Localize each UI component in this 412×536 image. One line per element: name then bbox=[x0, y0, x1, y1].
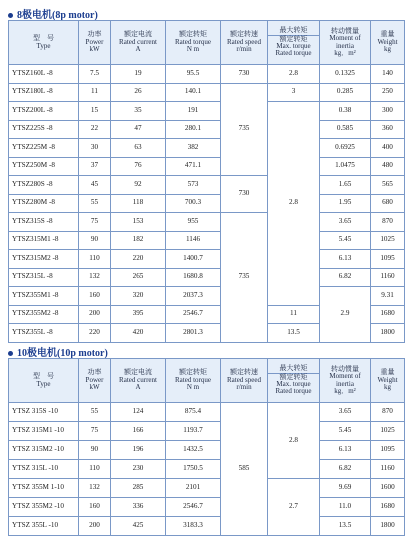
table-row: YTSZ355L -8 220 420 2801.3 13.5 1800 bbox=[9, 324, 405, 343]
table-row: YTSZ 315S -10 55 124 875.4 585 2.8 3.65 870 bbox=[9, 403, 405, 422]
bullet-icon bbox=[8, 351, 13, 356]
header-torque: 额定转矩 Rated torque N m bbox=[166, 21, 221, 65]
table-row: YTSZ 315M2 -10 90 196 1432.5 6.13 1095 bbox=[9, 441, 405, 460]
table-row: YTSZ225M -8 30 63 382 0.6925 400 bbox=[9, 139, 405, 158]
table-row: YTSZ 355M2 -10 160 336 2546.7 11.0 1680 bbox=[9, 498, 405, 517]
header-max-torque: 最大转矩 额定转矩 Max. torque Rated torque bbox=[268, 359, 320, 403]
header-power: 功率 Power kW bbox=[79, 359, 111, 403]
header-torque: 额定转矩 Rated torque N m bbox=[166, 359, 221, 403]
table-row: YTSZ225S -8 22 47 280.1 0.585 360 bbox=[9, 120, 405, 139]
header-speed: 额定转速 Rated speed r/min bbox=[221, 359, 268, 403]
table-row: YTSZ 355L -10 200 425 3183.3 13.5 1800 bbox=[9, 517, 405, 536]
section-8p-title: 8极电机(8p motor) bbox=[8, 6, 98, 21]
table-row: YTSZ200L -8 15 35 191 2.8 0.38 300 bbox=[9, 102, 405, 121]
header-current: 额定电流 Rated current A bbox=[111, 21, 166, 65]
header-weight: 重量 Weight kg bbox=[371, 21, 405, 65]
header-current: 额定电流 Rated current A bbox=[111, 359, 166, 403]
section-10p-title: 10极电机(10p motor) bbox=[8, 344, 108, 359]
table-row: YTSZ315S -8 75 153 955 735 3.65 870 bbox=[9, 213, 405, 232]
header-max-torque: 最大转矩 额定转矩 Max. torque Rated torque bbox=[268, 21, 320, 65]
table-row: YTSZ160L -8 7.5 19 95.5 730 2.8 0.1325 140 bbox=[9, 65, 405, 84]
header-weight: 重量 Weight kg bbox=[371, 359, 405, 403]
table-row: YTSZ180L -8 11 26 140.1 735 3 0.285 250 bbox=[9, 83, 405, 102]
table-8p bbox=[8, 20, 405, 343]
table-row: YTSZ315M1 -8 90 182 1146 5.45 1025 bbox=[9, 231, 405, 250]
table-row: YTSZ315L -8 132 265 1680.8 6.82 1160 bbox=[9, 268, 405, 287]
table-row: YTSZ250M -8 37 76 471.1 1.0475 480 bbox=[9, 157, 405, 176]
table-row: YTSZ315M2 -8 110 220 1400.7 6.13 1095 bbox=[9, 250, 405, 269]
table-row: YTSZ280M -8 55 118 700.3 1.95 680 bbox=[9, 194, 405, 213]
table-8p-header-row bbox=[9, 21, 405, 65]
header-speed: 额定转速 Rated speed r/min bbox=[221, 21, 268, 65]
header-type: 型 号 Type bbox=[9, 21, 79, 65]
header-power: 功率 Power kW bbox=[79, 21, 111, 65]
table-row: YTSZ355M1 -8 160 320 2037.3 2.9 9.31 bbox=[9, 287, 405, 306]
bullet-icon bbox=[8, 13, 13, 18]
table-row: YTSZ355M2 -8 200 395 2546.7 11 1680 bbox=[9, 305, 405, 324]
table-row: YTSZ 355M 1-10 132 285 2101 2.7 9.69 1600 bbox=[9, 479, 405, 498]
table-10p-header-row bbox=[9, 359, 405, 403]
header-inertia: 转动惯量 Moment of inertia kg．m² bbox=[320, 359, 371, 403]
header-type: 型 号 Type bbox=[9, 359, 79, 403]
header-inertia: 转动惯量 Moment of inertia kg．m² bbox=[320, 21, 371, 65]
table-row: YTSZ280S -8 45 92 573 730 1.65 565 bbox=[9, 176, 405, 195]
table-row: YTSZ 315M1 -10 75 166 1193.7 5.45 1025 bbox=[9, 422, 405, 441]
table-row: YTSZ 315L -10 110 230 1750.5 6.82 1160 bbox=[9, 460, 405, 479]
table-10p bbox=[8, 358, 405, 536]
